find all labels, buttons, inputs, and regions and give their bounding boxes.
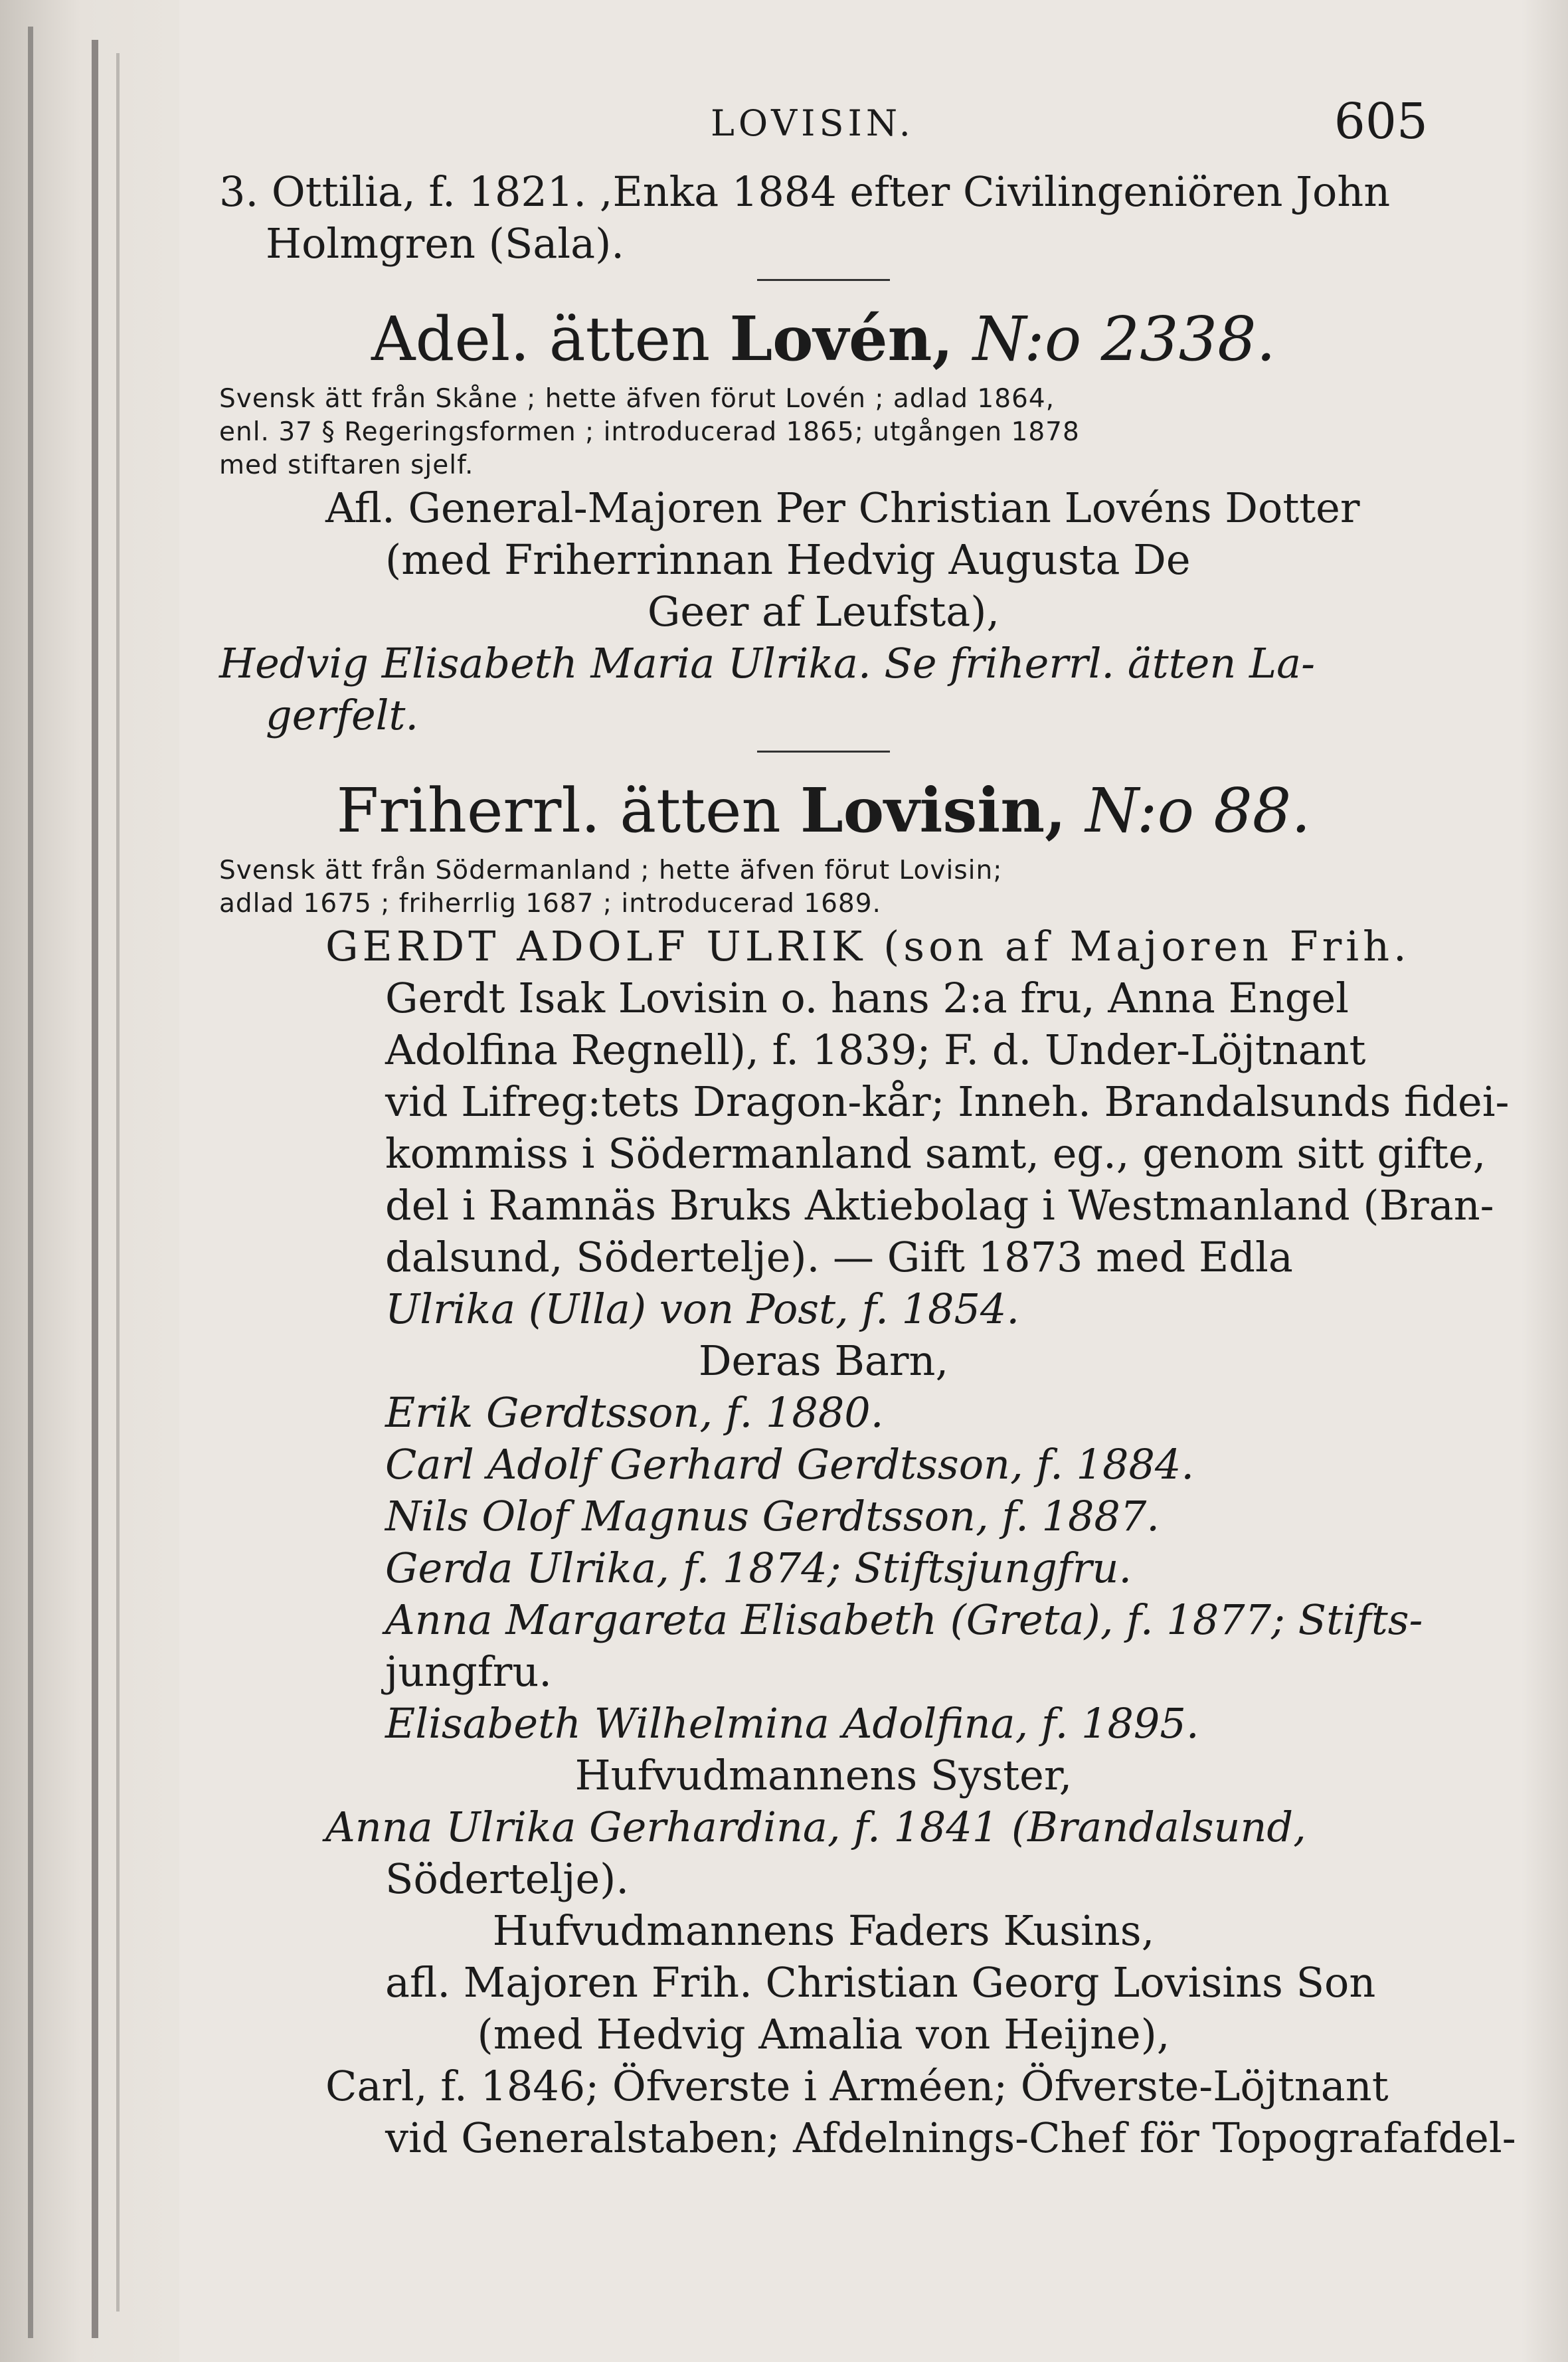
text-line: Erik Gerdtsson, f. 1880. xyxy=(385,1388,884,1437)
text-line: Svensk ätt från Skåne ; hette äfven förut Lovén ; adlad 1864, xyxy=(219,384,1055,414)
text-line: adlad 1675 ; friherrlig 1687 ; introducerad 1689. xyxy=(219,889,881,919)
book-page xyxy=(219,93,1516,2164)
text-line: (med Hedvig Amalia von Heijne), xyxy=(477,2010,1170,2058)
text-line: vid Lifreg:tets Dragon-kår; Inneh. Brandalsunds fidei- xyxy=(385,1077,1510,1126)
text-line: Hufvudmannens Faders Kusins, xyxy=(492,1906,1155,1955)
text-line: Adolfina Regnell), f. 1839; F. d. Under-Löjtnant xyxy=(385,1026,1366,1074)
text-line: Anna Ulrika Gerhardina, f. 1841 (Brandalsund, xyxy=(325,1803,1306,1851)
heading-family-name: Lovisin, xyxy=(800,774,1067,846)
running-title: LOVISIN. xyxy=(711,102,915,144)
text-line: Nils Olof Magnus Gerdtsson, f. 1887. xyxy=(385,1492,1160,1540)
text-line: Ulrika (Ulla) von Post, f. 1854. xyxy=(385,1285,1020,1333)
page-gutter xyxy=(0,0,179,2362)
section-separator xyxy=(757,279,890,281)
text-line: Södertelje). xyxy=(385,1855,630,1903)
text-line: kommiss i Södermanland samt, eg., genom sitt gifte, xyxy=(385,1129,1486,1178)
page-number: 605 xyxy=(1334,93,1428,150)
page-edge xyxy=(1522,0,1568,2362)
heading-family-name: Lovén, xyxy=(729,303,954,375)
text-line: Elisabeth Wilhelmina Adolfina, f. 1895. xyxy=(385,1699,1199,1748)
heading-prefix: Friherrl. ätten xyxy=(336,775,781,846)
binding-shadow xyxy=(116,53,120,2312)
text-line: Holmgren (Sala). xyxy=(266,219,624,268)
text-line: Gerdt Isak Lovisin o. hans 2:a fru, Anna Engel xyxy=(385,974,1350,1022)
text-line: Deras Barn, xyxy=(698,1336,949,1385)
running-header xyxy=(219,93,1428,166)
text-line: afl. Majoren Frih. Christian Georg Lovisins Son xyxy=(385,1958,1376,2007)
text-line: Svensk ätt från Södermanland ; hette äfven förut Lovisin; xyxy=(219,856,1003,885)
text-line: GERDT ADOLF ULRIK (son af Majoren Frih. xyxy=(325,922,1411,970)
text-line: vid Generalstaben; Afdelnings-Chef för Topografafdel- xyxy=(385,2114,1516,2162)
binding-shadow xyxy=(92,40,98,2338)
text-line: Hufvudmannens Syster, xyxy=(574,1751,1073,1799)
text-line: dalsund, Södertelje). — Gift 1873 med Edla xyxy=(385,1233,1293,1281)
text-line: Carl Adolf Gerhard Gerdtsson, f. 1884. xyxy=(385,1440,1195,1489)
text-line: del i Ramnäs Bruks Aktiebolag i Westmanland (Bran- xyxy=(385,1181,1494,1229)
heading-prefix: Adel. ätten xyxy=(371,304,711,375)
text-line: Carl, f. 1846; Öfverste i Arméen; Öfverste-Löjtnant xyxy=(325,2062,1389,2110)
binding-shadow xyxy=(28,27,33,2338)
text-line: Hedvig Elisabeth Maria Ulrika. Se friherrl. ätten La- xyxy=(219,639,1316,687)
text-line: Gerda Ulrika, f. 1874; Stiftsjungfru. xyxy=(385,1544,1132,1592)
text-line: gerfelt. xyxy=(266,691,419,739)
text-line: enl. 37 § Regeringsformen ; introducerad 1865; utgången 1878 xyxy=(219,417,1080,447)
text-line: 3. Ottilia, f. 1821. ,Enka 1884 efter Civilingeniören John xyxy=(219,167,1391,216)
section-separator xyxy=(757,751,890,753)
text-line: (med Friherrinnan Hedvig Augusta De xyxy=(385,535,1191,584)
family-heading-lovisin xyxy=(219,767,1428,854)
text-line: Geer af Leufsta), xyxy=(647,587,1000,636)
heading-number: N:o 88. xyxy=(1085,775,1311,846)
family-heading-loven xyxy=(219,296,1428,383)
text-line: Anna Margareta Elisabeth (Greta), f. 1877; Stifts- xyxy=(385,1595,1423,1644)
text-line: Afl. General-Majoren Per Christian Lovéns Dotter xyxy=(325,484,1360,532)
heading-number: N:o 2338. xyxy=(972,304,1276,375)
text-line: med stiftaren sjelf. xyxy=(219,450,474,480)
text-line: jungfru. xyxy=(385,1647,552,1696)
